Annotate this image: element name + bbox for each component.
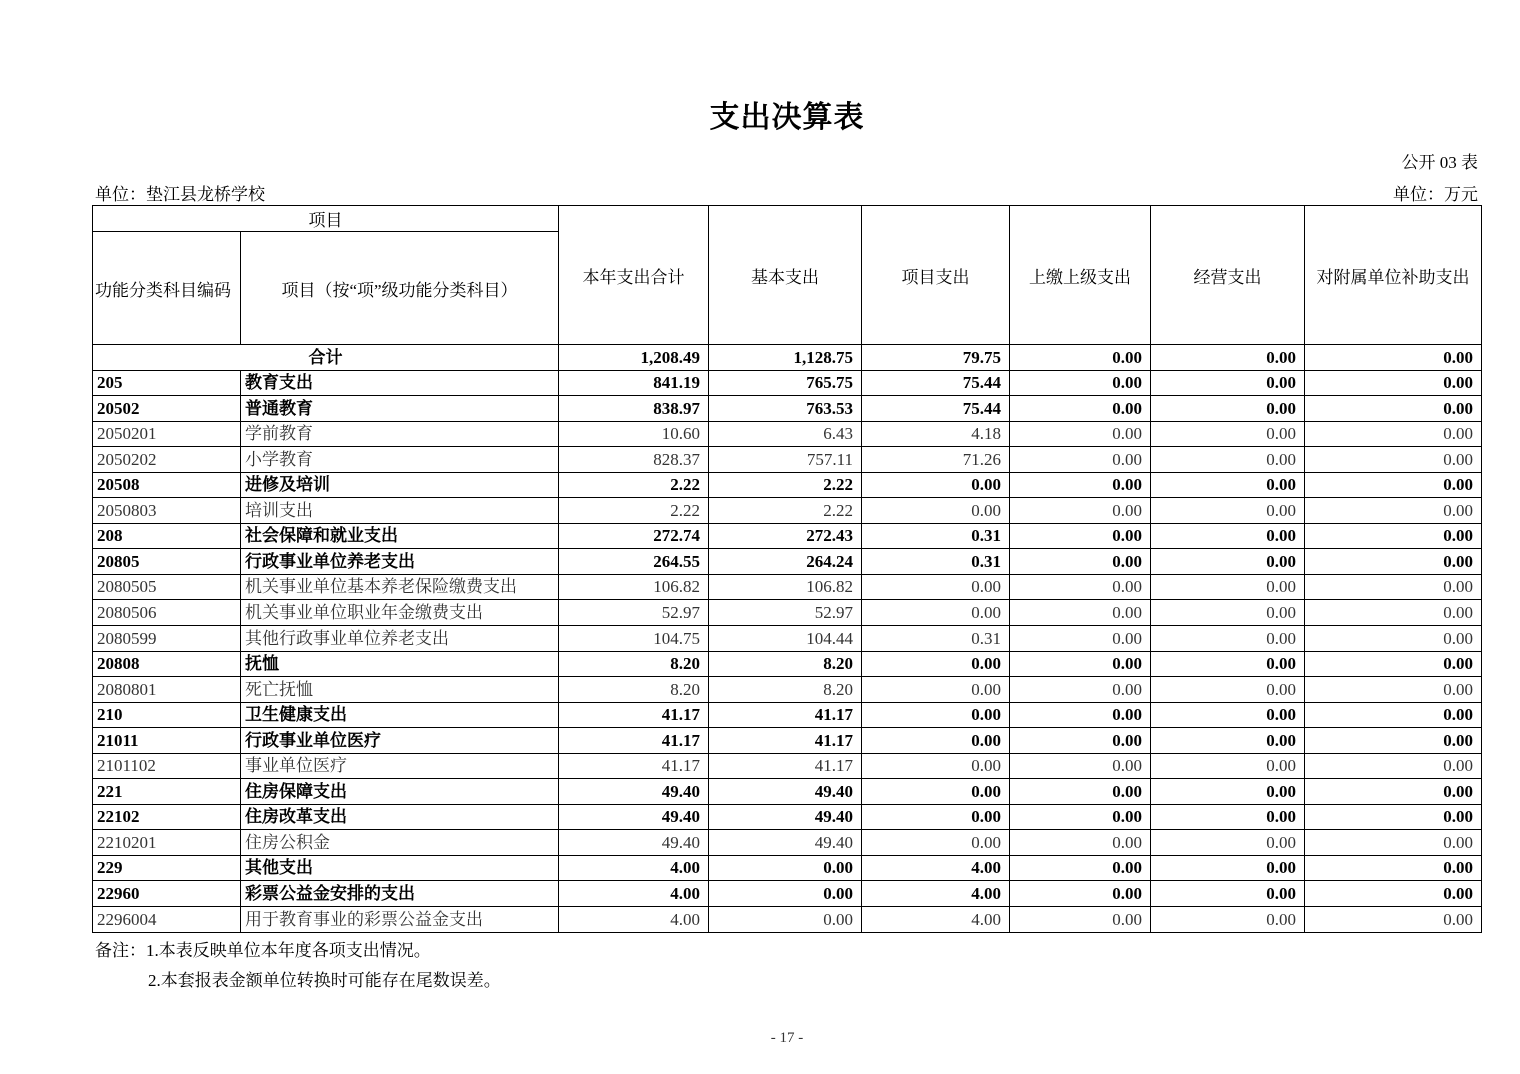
cell-name: 住房保障支出 <box>241 779 559 805</box>
cell-upper: 0.00 <box>1010 396 1151 422</box>
cell-project: 0.00 <box>862 702 1010 728</box>
cell-business: 0.00 <box>1151 651 1305 677</box>
cell-code: 221 <box>93 779 241 805</box>
cell-name: 机关事业单位基本养老保险缴费支出 <box>241 574 559 600</box>
cell-basic: 41.17 <box>709 702 862 728</box>
cell-name: 学前教育 <box>241 421 559 447</box>
cell-business: 0.00 <box>1151 804 1305 830</box>
table-row <box>93 753 1482 779</box>
header-project: 项目支出 <box>862 206 1010 345</box>
cell-code: 20508 <box>93 472 241 498</box>
table-row <box>93 728 1482 754</box>
cell-name: 死亡抚恤 <box>241 677 559 703</box>
table-row <box>93 651 1482 677</box>
cell-total: 2.22 <box>559 472 709 498</box>
cell-subsidy: 0.00 <box>1305 804 1482 830</box>
currency-unit: 单位：万元 <box>1393 185 1478 204</box>
table-row <box>93 421 1482 447</box>
cell-basic: 104.44 <box>709 626 862 652</box>
cell-basic: 2.22 <box>709 498 862 524</box>
cell-upper: 0.00 <box>1010 804 1151 830</box>
cell-code: 2080801 <box>93 677 241 703</box>
cell-basic: 49.40 <box>709 779 862 805</box>
cell-code: 2080505 <box>93 574 241 600</box>
cell-name: 行政事业单位养老支出 <box>241 549 559 575</box>
cell-upper: 0.00 <box>1010 498 1151 524</box>
total-label: 合计 <box>93 345 559 371</box>
table-row <box>93 447 1482 473</box>
cell-total: 841.19 <box>559 370 709 396</box>
table-row <box>93 396 1482 422</box>
cell-name: 抚恤 <box>241 651 559 677</box>
cell-upper: 0.00 <box>1010 855 1151 881</box>
cell-business: 0.00 <box>1151 779 1305 805</box>
cell-basic: 264.24 <box>709 549 862 575</box>
cell-name: 行政事业单位医疗 <box>241 728 559 754</box>
table-row <box>93 498 1482 524</box>
table-row <box>93 881 1482 907</box>
header-subsidy: 对附属单位补助支出 <box>1305 206 1482 345</box>
cell-subsidy: 0.00 <box>1305 447 1482 473</box>
table-row <box>93 677 1482 703</box>
page-title: 支出决算表 <box>709 101 865 134</box>
cell-name: 机关事业单位职业年金缴费支出 <box>241 600 559 626</box>
cell-project: 0.31 <box>862 523 1010 549</box>
cell-subsidy: 0.00 <box>1305 549 1482 575</box>
cell-code: 2080599 <box>93 626 241 652</box>
cell-code: 2080506 <box>93 600 241 626</box>
cell-subsidy: 0.00 <box>1305 702 1482 728</box>
cell-name: 教育支出 <box>241 370 559 396</box>
header-name: 项目（按“项”级功能分类科目） <box>241 232 559 345</box>
header-upper: 上缴上级支出 <box>1010 206 1151 345</box>
cell-basic: 2.22 <box>709 472 862 498</box>
cell-upper: 0.00 <box>1010 907 1151 933</box>
cell-project: 75.44 <box>862 370 1010 396</box>
cell-subsidy: 0.00 <box>1305 728 1482 754</box>
cell-business: 0.00 <box>1151 574 1305 600</box>
cell-code: 20805 <box>93 549 241 575</box>
cell-total: 41.17 <box>559 753 709 779</box>
cell-business: 0.00 <box>1151 600 1305 626</box>
cell-basic: 8.20 <box>709 677 862 703</box>
cell-total: 264.55 <box>559 549 709 575</box>
cell-business: 0.00 <box>1151 907 1305 933</box>
cell-code: 2210201 <box>93 830 241 856</box>
cell-basic: 272.43 <box>709 523 862 549</box>
table-row <box>93 626 1482 652</box>
cell-code: 2050201 <box>93 421 241 447</box>
cell-basic: 41.17 <box>709 728 862 754</box>
note-1: 备注：1.本表反映单位本年度各项支出情况。 <box>95 941 431 960</box>
total-row <box>93 345 1482 371</box>
cell-business: 0.00 <box>1151 472 1305 498</box>
total-cell-subsidy: 0.00 <box>1305 345 1482 371</box>
cell-project: 0.00 <box>862 600 1010 626</box>
cell-subsidy: 0.00 <box>1305 421 1482 447</box>
cell-project: 71.26 <box>862 447 1010 473</box>
cell-subsidy: 0.00 <box>1305 472 1482 498</box>
cell-project: 0.00 <box>862 779 1010 805</box>
table-row <box>93 907 1482 933</box>
cell-subsidy: 0.00 <box>1305 600 1482 626</box>
table-row <box>93 804 1482 830</box>
cell-business: 0.00 <box>1151 881 1305 907</box>
cell-business: 0.00 <box>1151 498 1305 524</box>
cell-basic: 41.17 <box>709 753 862 779</box>
cell-subsidy: 0.00 <box>1305 498 1482 524</box>
cell-project: 0.00 <box>862 651 1010 677</box>
cell-project: 4.00 <box>862 907 1010 933</box>
cell-basic: 763.53 <box>709 396 862 422</box>
cell-total: 838.97 <box>559 396 709 422</box>
table-row <box>93 574 1482 600</box>
cell-name: 其他行政事业单位养老支出 <box>241 626 559 652</box>
expenditure-table <box>92 205 1482 933</box>
cell-code: 205 <box>93 370 241 396</box>
cell-subsidy: 0.00 <box>1305 523 1482 549</box>
cell-subsidy: 0.00 <box>1305 626 1482 652</box>
cell-upper: 0.00 <box>1010 753 1151 779</box>
cell-upper: 0.00 <box>1010 370 1151 396</box>
cell-basic: 0.00 <box>709 855 862 881</box>
cell-business: 0.00 <box>1151 702 1305 728</box>
cell-business: 0.00 <box>1151 421 1305 447</box>
total-cell-upper: 0.00 <box>1010 345 1151 371</box>
note-2: 2.本套报表金额单位转换时可能存在尾数误差。 <box>148 971 501 990</box>
cell-total: 10.60 <box>559 421 709 447</box>
table-row <box>93 600 1482 626</box>
cell-total: 106.82 <box>559 574 709 600</box>
cell-total: 8.20 <box>559 677 709 703</box>
cell-project: 0.00 <box>862 728 1010 754</box>
cell-code: 21011 <box>93 728 241 754</box>
header-basic: 基本支出 <box>709 206 862 345</box>
cell-upper: 0.00 <box>1010 421 1151 447</box>
cell-basic: 106.82 <box>709 574 862 600</box>
cell-project: 75.44 <box>862 396 1010 422</box>
cell-subsidy: 0.00 <box>1305 651 1482 677</box>
cell-basic: 8.20 <box>709 651 862 677</box>
cell-basic: 765.75 <box>709 370 862 396</box>
cell-upper: 0.00 <box>1010 447 1151 473</box>
cell-project: 0.31 <box>862 626 1010 652</box>
table-row <box>93 523 1482 549</box>
cell-business: 0.00 <box>1151 523 1305 549</box>
cell-subsidy: 0.00 <box>1305 677 1482 703</box>
table-row <box>93 855 1482 881</box>
cell-subsidy: 0.00 <box>1305 907 1482 933</box>
cell-project: 0.00 <box>862 498 1010 524</box>
cell-project: 4.00 <box>862 881 1010 907</box>
cell-name: 小学教育 <box>241 447 559 473</box>
total-cell-project: 79.75 <box>862 345 1010 371</box>
cell-total: 828.37 <box>559 447 709 473</box>
table-row <box>93 702 1482 728</box>
cell-subsidy: 0.00 <box>1305 881 1482 907</box>
cell-upper: 0.00 <box>1010 702 1151 728</box>
cell-project: 0.00 <box>862 677 1010 703</box>
cell-total: 49.40 <box>559 804 709 830</box>
cell-name: 事业单位医疗 <box>241 753 559 779</box>
cell-upper: 0.00 <box>1010 728 1151 754</box>
cell-business: 0.00 <box>1151 753 1305 779</box>
cell-basic: 757.11 <box>709 447 862 473</box>
cell-project: 4.18 <box>862 421 1010 447</box>
cell-basic: 49.40 <box>709 830 862 856</box>
cell-code: 20808 <box>93 651 241 677</box>
cell-name: 卫生健康支出 <box>241 702 559 728</box>
cell-subsidy: 0.00 <box>1305 779 1482 805</box>
total-cell-basic: 1,128.75 <box>709 345 862 371</box>
cell-total: 52.97 <box>559 600 709 626</box>
cell-subsidy: 0.00 <box>1305 753 1482 779</box>
cell-business: 0.00 <box>1151 855 1305 881</box>
cell-code: 2296004 <box>93 907 241 933</box>
cell-code: 22102 <box>93 804 241 830</box>
cell-total: 8.20 <box>559 651 709 677</box>
cell-upper: 0.00 <box>1010 881 1151 907</box>
cell-business: 0.00 <box>1151 677 1305 703</box>
cell-basic: 52.97 <box>709 600 862 626</box>
cell-total: 49.40 <box>559 779 709 805</box>
notes <box>95 936 501 996</box>
cell-project: 0.31 <box>862 549 1010 575</box>
cell-subsidy: 0.00 <box>1305 574 1482 600</box>
cell-code: 2050803 <box>93 498 241 524</box>
table-row <box>93 779 1482 805</box>
cell-name: 彩票公益金安排的支出 <box>241 881 559 907</box>
cell-total: 4.00 <box>559 907 709 933</box>
cell-basic: 0.00 <box>709 881 862 907</box>
cell-subsidy: 0.00 <box>1305 855 1482 881</box>
cell-total: 104.75 <box>559 626 709 652</box>
cell-business: 0.00 <box>1151 447 1305 473</box>
cell-name: 培训支出 <box>241 498 559 524</box>
cell-project: 0.00 <box>862 830 1010 856</box>
cell-name: 其他支出 <box>241 855 559 881</box>
cell-total: 2.22 <box>559 498 709 524</box>
cell-name: 用于教育事业的彩票公益金支出 <box>241 907 559 933</box>
cell-upper: 0.00 <box>1010 574 1151 600</box>
cell-business: 0.00 <box>1151 728 1305 754</box>
total-cell-business: 0.00 <box>1151 345 1305 371</box>
reporting-unit: 单位：垫江县龙桥学校 <box>95 185 265 204</box>
cell-code: 208 <box>93 523 241 549</box>
cell-upper: 0.00 <box>1010 677 1151 703</box>
cell-code: 20502 <box>93 396 241 422</box>
cell-code: 2101102 <box>93 753 241 779</box>
cell-upper: 0.00 <box>1010 626 1151 652</box>
cell-upper: 0.00 <box>1010 779 1151 805</box>
cell-business: 0.00 <box>1151 626 1305 652</box>
cell-name: 住房改革支出 <box>241 804 559 830</box>
cell-total: 272.74 <box>559 523 709 549</box>
cell-code: 2050202 <box>93 447 241 473</box>
cell-upper: 0.00 <box>1010 472 1151 498</box>
cell-total: 41.17 <box>559 702 709 728</box>
cell-name: 进修及培训 <box>241 472 559 498</box>
cell-code: 210 <box>93 702 241 728</box>
cell-basic: 0.00 <box>709 907 862 933</box>
cell-basic: 6.43 <box>709 421 862 447</box>
page-number: - 17 - <box>770 1030 804 1046</box>
cell-total: 49.40 <box>559 830 709 856</box>
table-row <box>93 549 1482 575</box>
cell-code: 229 <box>93 855 241 881</box>
form-number: 公开 03 表 <box>1401 153 1478 172</box>
cell-upper: 0.00 <box>1010 830 1151 856</box>
cell-subsidy: 0.00 <box>1305 370 1482 396</box>
header-item: 项目 <box>93 206 559 232</box>
cell-name: 社会保障和就业支出 <box>241 523 559 549</box>
cell-upper: 0.00 <box>1010 600 1151 626</box>
cell-upper: 0.00 <box>1010 651 1151 677</box>
header-code: 功能分类科目编码 <box>93 232 241 345</box>
cell-subsidy: 0.00 <box>1305 396 1482 422</box>
cell-project: 0.00 <box>862 472 1010 498</box>
header-business: 经营支出 <box>1151 206 1305 345</box>
cell-project: 0.00 <box>862 804 1010 830</box>
cell-total: 4.00 <box>559 855 709 881</box>
cell-project: 0.00 <box>862 753 1010 779</box>
cell-subsidy: 0.00 <box>1305 830 1482 856</box>
cell-business: 0.00 <box>1151 549 1305 575</box>
cell-business: 0.00 <box>1151 370 1305 396</box>
table-row <box>93 472 1482 498</box>
cell-name: 普通教育 <box>241 396 559 422</box>
cell-total: 41.17 <box>559 728 709 754</box>
cell-code: 22960 <box>93 881 241 907</box>
cell-project: 0.00 <box>862 574 1010 600</box>
cell-total: 4.00 <box>559 881 709 907</box>
cell-business: 0.00 <box>1151 396 1305 422</box>
cell-project: 4.00 <box>862 855 1010 881</box>
cell-name: 住房公积金 <box>241 830 559 856</box>
total-cell-total: 1,208.49 <box>559 345 709 371</box>
cell-upper: 0.00 <box>1010 549 1151 575</box>
header-total: 本年支出合计 <box>559 206 709 345</box>
table-row <box>93 830 1482 856</box>
table-row <box>93 370 1482 396</box>
cell-basic: 49.40 <box>709 804 862 830</box>
cell-upper: 0.00 <box>1010 523 1151 549</box>
cell-business: 0.00 <box>1151 830 1305 856</box>
